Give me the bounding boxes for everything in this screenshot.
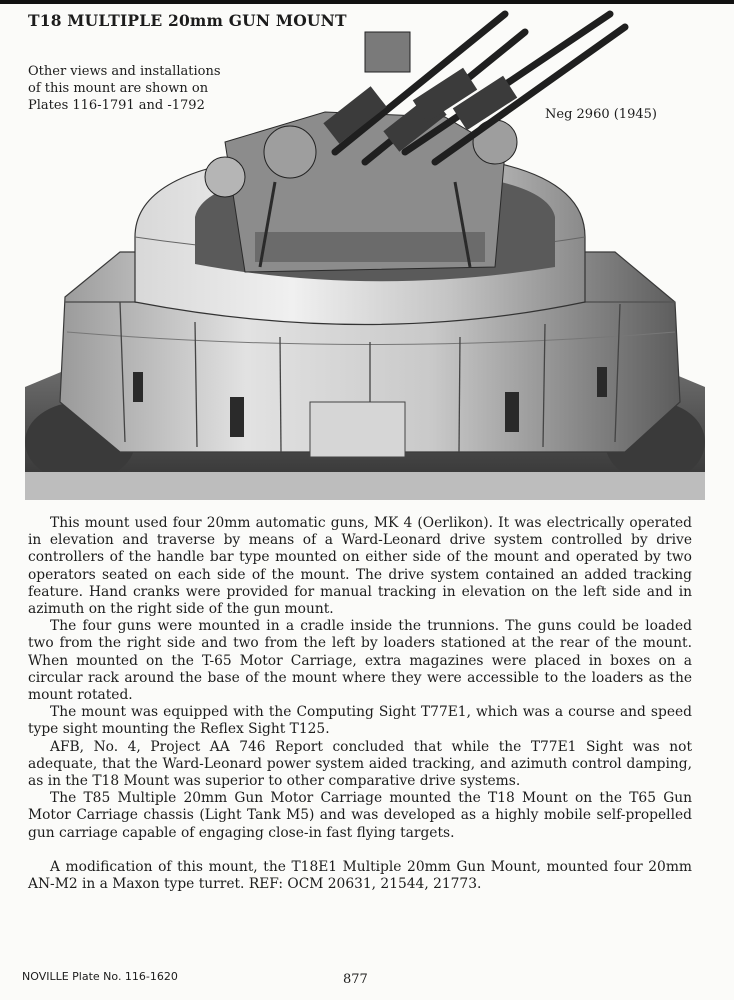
page-title: T18 MULTIPLE 20mm GUN MOUNT (28, 11, 347, 30)
paragraph: The four guns were mounted in a cradle inside the trunnions. The guns could be loaded two from the right side and two from the left by loaders stationed at the rear of the mount. When mounted on the T-65 Motor Carriage, extra magazines were placed in boxes on a circular rack around the base of the mount where they were accessible to the loaders as the mount rotated. (28, 618, 692, 704)
paragraph: The T85 Multiple 20mm Gun Motor Carriage mounted the T18 Mount on the T65 Gun Motor Carriage chassis (Light Tank M5) and was developed as a highly mobile self-propelled gun carriage capable of engaging close-in fast flying targets. (28, 790, 692, 841)
note-line: Plates 116-1791 and -1792 (28, 98, 205, 113)
cross-reference-note (28, 63, 268, 114)
paragraph: This mount used four 20mm automatic guns, MK 4 (Oerlikon). It was electrically operated in elevation and traverse by means of a Ward-Leonard drive system controlled by drive controllers of the handle bar type mounted on either side of the mount and operated by two operators seated on each side of the mount. The drive system contained an added tracking feature. Hand cranks were provided for manual tracking in elevation on the left side and in azimuth on the right side of the gun mount. (28, 515, 692, 618)
note-line: of this mount are shown on (28, 81, 209, 96)
body-text (28, 515, 692, 893)
paragraph: A modification of this mount, the T18E1 Multiple 20mm Gun Mount, mounted four 20mm AN-M2 in a Maxon type turret. REF: OCM 20631, 21544, 21773. (28, 858, 692, 893)
note-line: Other views and installations (28, 64, 221, 79)
paragraph: AFB, No. 4, Project AA 746 Report concluded that while the T77E1 Sight was not adequate, that the Ward-Leonard power system aided tracking, and azimuth control damping, as in the T18 Mount was superior to other comparative drive systems. (28, 738, 692, 790)
negative-number: Neg 2960 (1945) (545, 107, 657, 122)
page-number: 877 (343, 972, 368, 987)
paragraph: The mount was equipped with the Computing Sight T77E1, which was a course and speed type sight mounting the Reflex Sight T125. (28, 704, 692, 738)
plate-number: NOVILLE Plate No. 116-1620 (22, 970, 178, 983)
